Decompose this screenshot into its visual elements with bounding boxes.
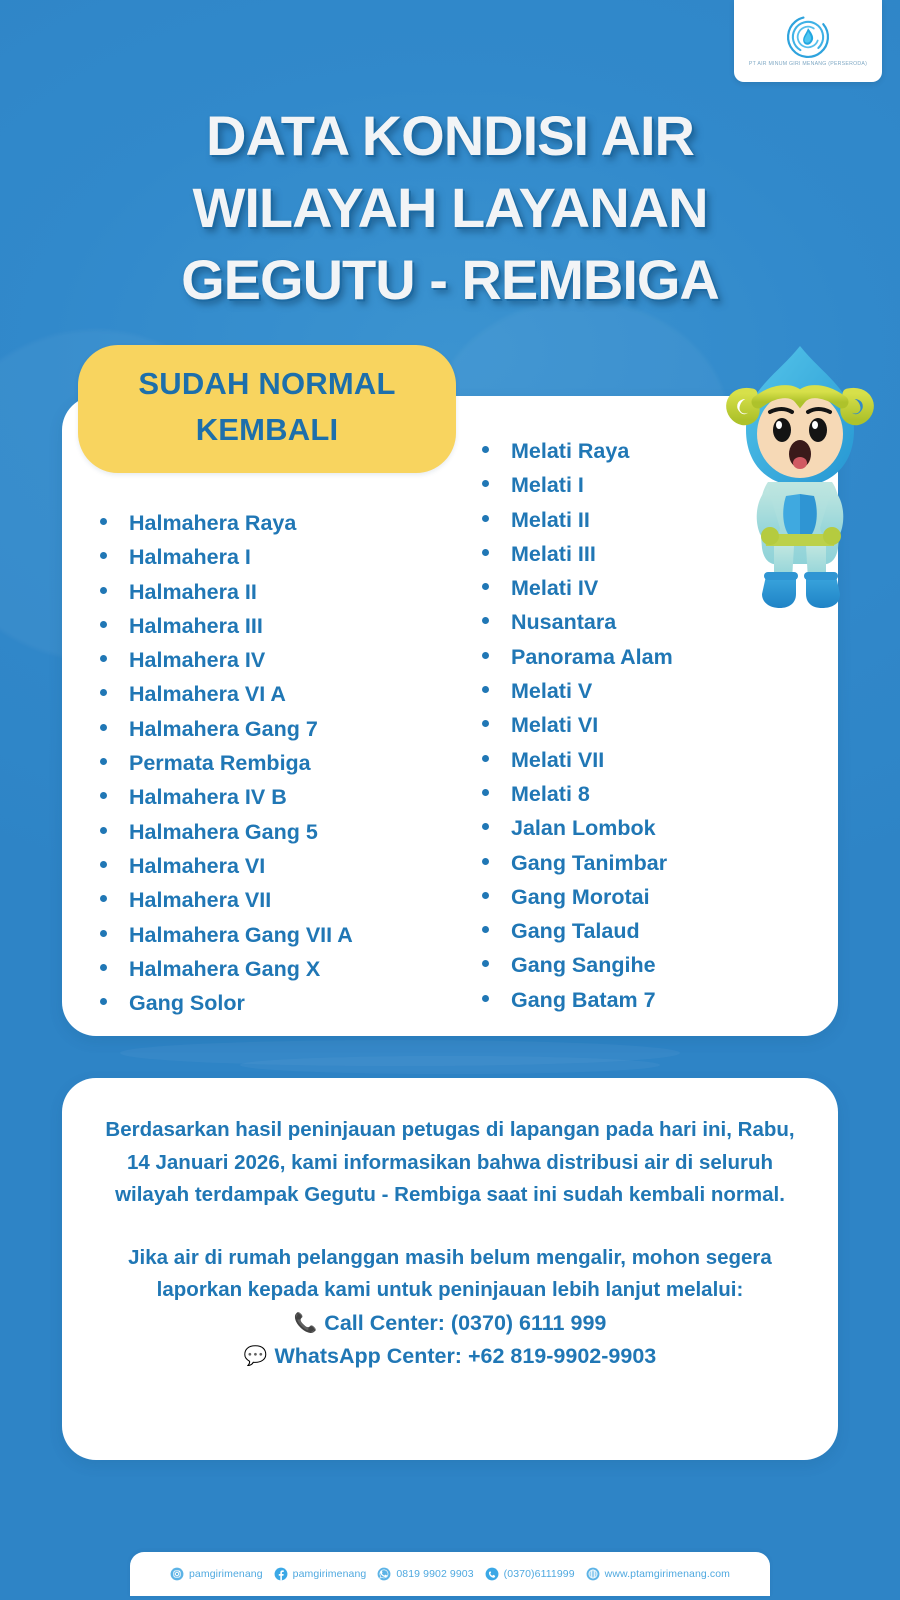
area-list-left-column — [62, 396, 462, 1036]
area-list-item — [100, 952, 462, 986]
footer-contact-label: 0819 9902 9903 — [396, 1568, 474, 1580]
area-list-item-label: Halmahera Gang 5 — [129, 819, 318, 844]
footer-contact-item[interactable] — [274, 1567, 367, 1581]
area-list-item-label: Melati VI — [511, 713, 599, 738]
whatsapp-center-line[interactable] — [104, 1340, 796, 1373]
area-list-item-label: Gang Batam 7 — [511, 987, 656, 1012]
title-line-3: GEGUTU - REMBIGA — [181, 248, 719, 311]
area-list-item — [100, 712, 462, 746]
bullet-icon — [482, 858, 489, 865]
chat-bubble-icon: 💬 — [243, 1345, 268, 1367]
bullet-icon — [100, 758, 107, 765]
bullet-icon — [482, 549, 489, 556]
area-list-item — [482, 811, 838, 845]
footer-contact-item[interactable] — [377, 1567, 473, 1581]
facebook-icon — [274, 1567, 288, 1581]
area-list-item-label: Panorama Alam — [511, 644, 673, 669]
status-badge — [78, 345, 456, 473]
footer-contact-label: www.ptamgirimenang.com — [604, 1568, 730, 1580]
footer-contact-label: (0370)6111999 — [503, 1568, 575, 1580]
area-list-item-label: Halmahera Gang VII A — [129, 922, 353, 947]
footer-contact-label: pamgirimenang — [292, 1568, 367, 1580]
footer-contact-item[interactable] — [170, 1567, 263, 1581]
phone-icon: 📞 — [293, 1312, 318, 1334]
area-list-item-label: Melati 8 — [511, 781, 590, 806]
bullet-icon — [100, 861, 107, 868]
background-wave-1 — [120, 1040, 680, 1066]
bullet-icon — [100, 655, 107, 662]
bullet-icon — [100, 724, 107, 731]
area-list-item-label: Gang Solor — [129, 991, 245, 1016]
area-list-item — [482, 880, 838, 914]
whatsapp-center-label: WhatsApp Center: +62 819-9902-9903 — [274, 1343, 657, 1368]
area-list-item — [482, 708, 838, 742]
area-list-item-label: Gang Tanimbar — [511, 850, 668, 875]
area-list-item-label: Melati IV — [511, 576, 599, 601]
area-list-item-label: Melati VII — [511, 747, 605, 772]
footer-contact-item[interactable] — [485, 1567, 575, 1581]
area-list-item-label: Halmahera Raya — [129, 511, 297, 535]
area-list-item — [100, 575, 462, 609]
bullet-icon — [100, 587, 107, 594]
status-badge-line-1: SUDAH NORMAL — [138, 366, 396, 401]
bullet-icon — [100, 895, 107, 902]
title-line-1: DATA KONDISI AIR — [206, 104, 694, 167]
area-list-item — [482, 640, 838, 674]
area-list-item-label: Halmahera VI A — [129, 682, 286, 707]
footer-contact-bar — [130, 1552, 770, 1596]
area-list-item-label: Melati III — [511, 541, 596, 566]
area-list-item — [100, 986, 462, 1020]
area-list-item-label: Melati II — [511, 507, 590, 532]
area-list-item — [100, 815, 462, 849]
area-list-item-label: Melati I — [511, 473, 584, 498]
area-list-item-label: Halmahera I — [129, 545, 251, 570]
bullet-icon — [482, 789, 489, 796]
bullet-icon — [100, 689, 107, 696]
title-line-2: WILAYAH LAYANAN — [192, 176, 708, 239]
area-list-item — [482, 743, 838, 777]
footer-contact-item[interactable] — [586, 1567, 730, 1581]
logo-caption: PT AIR MINUM GIRI MENANG (PERSERODA) — [748, 61, 868, 67]
bullet-icon — [100, 518, 107, 525]
bullet-icon — [482, 446, 489, 453]
bullet-icon — [482, 617, 489, 624]
bullet-icon — [482, 652, 489, 659]
info-paragraph-1: Berdasarkan hasil peninjauan petugas di lapangan pada hari ini, Rabu, 14 Januari 2026, kami informasikan bahwa distribusi air di seluruh wilayah terdampak Gegutu - Rembiga saat ini sudah kembali normal. — [105, 1118, 795, 1206]
call-center-label: Call Center: (0370) 6111 999 — [324, 1310, 607, 1335]
bullet-icon — [482, 515, 489, 522]
area-list-item-label: Gang Sangihe — [511, 953, 656, 978]
area-list-item-label: Halmahera IV — [129, 648, 266, 673]
area-list-item-label: Halmahera IV B — [129, 785, 287, 810]
bullet-icon — [482, 686, 489, 693]
mascot-character — [712, 342, 888, 614]
bullet-icon — [100, 792, 107, 799]
area-list-item-label: Gang Morotai — [511, 884, 650, 909]
company-logo — [734, 0, 882, 82]
area-list-item — [100, 883, 462, 917]
page-title — [0, 100, 900, 316]
area-list-item — [100, 849, 462, 883]
area-list-item-label: Jalan Lombok — [511, 816, 656, 841]
bullet-icon — [100, 964, 107, 971]
bullet-icon — [100, 621, 107, 628]
bullet-icon — [482, 480, 489, 487]
area-list-item-label: Halmahera II — [129, 579, 257, 604]
area-list-item — [100, 677, 462, 711]
status-badge-line-2: KEMBALI — [195, 412, 339, 447]
area-list-item-label: Halmahera Gang 7 — [129, 716, 318, 741]
bullet-icon — [482, 892, 489, 899]
area-list-item-label: Melati Raya — [511, 439, 630, 463]
area-list-item-label: Nusantara — [511, 610, 617, 635]
area-list-item — [482, 983, 838, 1017]
area-list-item — [100, 746, 462, 780]
area-list-item-label: Gang Talaud — [511, 919, 640, 944]
bullet-icon — [482, 960, 489, 967]
area-list-item — [482, 777, 838, 811]
bullet-icon — [482, 926, 489, 933]
bullet-icon — [482, 720, 489, 727]
background-wave-2 — [240, 1056, 660, 1074]
bullet-icon — [482, 583, 489, 590]
area-list-item-label: Halmahera III — [129, 613, 263, 638]
area-list-item — [100, 780, 462, 814]
water-swirl-logo-icon — [786, 15, 830, 59]
bullet-icon — [100, 998, 107, 1005]
area-list-item-label: Permata Rembiga — [129, 751, 311, 776]
area-list-item-label: Halmahera VII — [129, 888, 272, 913]
bullet-icon — [100, 827, 107, 834]
area-list-item-label: Melati V — [511, 679, 593, 704]
area-list-item-label: Halmahera VI — [129, 853, 266, 878]
area-list-item — [100, 643, 462, 677]
info-card-content — [62, 1078, 838, 1460]
call-center-line[interactable] — [104, 1307, 796, 1340]
bullet-icon — [100, 552, 107, 559]
area-list-item-label: Halmahera Gang X — [129, 956, 321, 981]
footer-contact-label: pamgirimenang — [188, 1568, 263, 1580]
bullet-icon — [100, 930, 107, 937]
globe-icon — [586, 1567, 600, 1581]
instagram-icon — [170, 1567, 184, 1581]
area-list-item — [482, 846, 838, 880]
bullet-icon — [482, 823, 489, 830]
bullet-icon — [482, 995, 489, 1002]
area-list-item — [100, 506, 462, 540]
area-list-item — [100, 918, 462, 952]
area-list-item — [482, 948, 838, 982]
area-list-item — [482, 674, 838, 708]
whatsapp-icon — [377, 1567, 391, 1581]
phone-icon — [485, 1567, 499, 1581]
area-list-item — [100, 540, 462, 574]
info-paragraph-2: Jika air di rumah pelanggan masih belum mengalir, mohon segera laporkan kepada kami untuk peninjauan lebih lanjut melalui: — [128, 1245, 772, 1301]
area-list-item — [482, 914, 838, 948]
bullet-icon — [482, 755, 489, 762]
area-list-item — [100, 609, 462, 643]
